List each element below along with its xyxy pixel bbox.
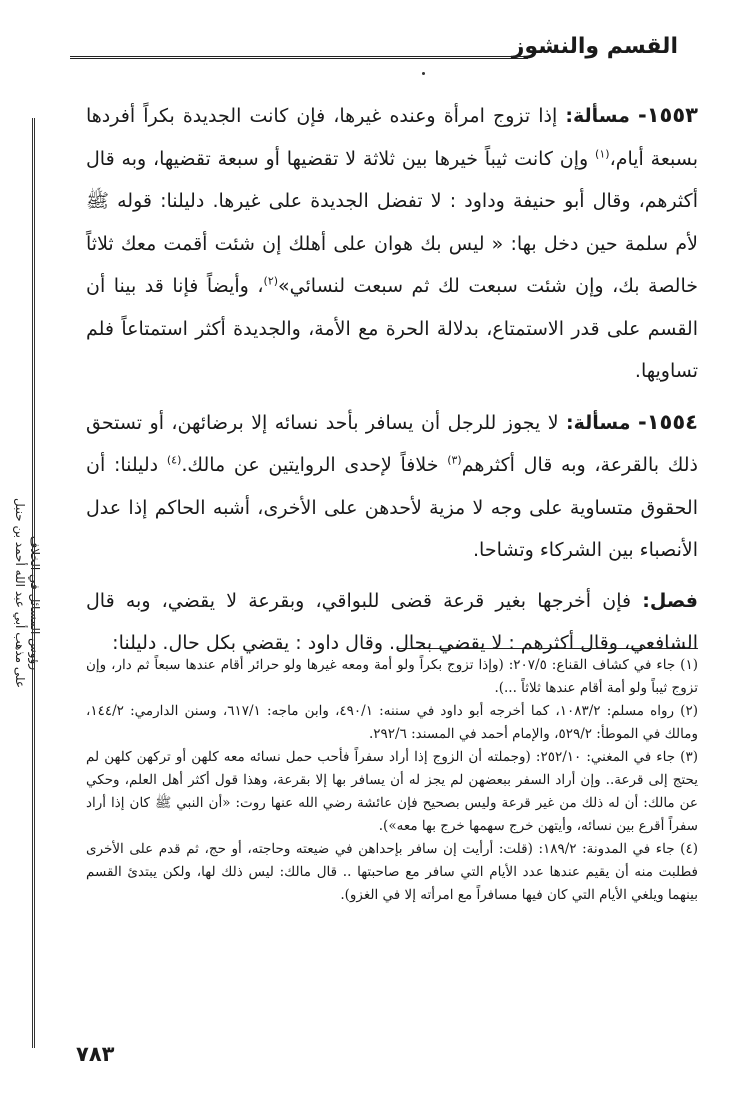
masala-text: وإن كانت ثيباً خيرها بين ثلاثة لا تقضيها أو سبعة تقضيها، وبه قال أكثرهم، وقال أبو حنيفة وداود : لا تفضل الجديدة على غيرها. دليلنا: قوله ﷺ لأم سلمة حين دخل بها: « ليس بك هوان على أهلك إن شئت أقمت معك ثلاثاً خالصة بك، وإن شئت سبعت لك ثم سبعت لنسائي» (86, 147, 698, 297)
running-header (70, 30, 678, 66)
masala-text: دليلنا: أن الحقوق متساوية على وجه لا مزية لأحدهن على الأخرى، أشبه الحاكم إذا عدل الأنصباء بين الشركاء وتشاحا. (86, 454, 698, 561)
footnote-3: (٣) جاء في المغني: ٢٥٢/١٠: (وجملته أن الزوج إذا أراد سفراً فأحب حمل نسائه معه كلهن أو تركهن كلهن لم يحتج إلى قرعة.. وإن أراد السفر ببعضهن لم يجز له أن يسافر بها إلا بقرعة، وهذا قول أكثر أهل العلم، وحكي عن مالك: أن له ذلك من غير قرعة وليس بصحيح فإن عائشة رضي الله عنها روت: «أن النبي ﷺ كان إذا أراد سفراً أقرع بين نسائه، وأيتهن خرج سهمها خرج بها معه»). (86, 749, 698, 834)
masala-1554 (86, 401, 698, 572)
header-rule (70, 56, 528, 59)
masala-number: ١٥٥٣- (637, 103, 698, 127)
side-rule (32, 118, 35, 1048)
footnote-ref-2[interactable]: (٢) (263, 274, 279, 288)
main-text (86, 94, 698, 669)
masala-number: ١٥٥٤- (638, 409, 698, 434)
masala-text: لا يجوز للرجل أن يسافر بأحد نسائه إلا برضائهن، أو تستحق ذلك بالقرعة، وبه قال أكثرهم (86, 411, 698, 476)
footnote-ref-4[interactable]: (٤) (166, 453, 182, 467)
footnote-ref-3[interactable]: (٣) (447, 453, 462, 467)
ink-dot (422, 72, 425, 75)
masala-text: خلافاً لإحدى الروايتين عن مالك. (181, 454, 439, 476)
masala-label: مسألة: (566, 411, 631, 434)
footnote-rule (398, 648, 698, 649)
masala-text: إذا تزوج امرأة وعنده غيرها، فإن كانت الجديدة بكراً أفردها بسبعة أيام، (86, 105, 698, 170)
side-title (6, 497, 42, 688)
side-title-line2: على مذهب أبي عبد الله أحمد بن حنبل (13, 497, 27, 688)
masala-1553 (86, 94, 698, 393)
fasl-text: فإن أخرجها بغير قرعة قضى للبواقي، وبقرعة لا يقضي، وبه قال الشافعي، وقال أكثرهم : لا يقضي بحال. وقال داود : يقضي بكل حال. دليلنا: (86, 589, 698, 654)
masala-text: ، وأيضاً فإنا قد بينا أن القسم على قدر الاستمتاع، بدلالة الحرة مع الأمة، والجديدة أكثر استمتاعاً فلم تساويها. (86, 275, 698, 382)
footnote-1: (١) جاء في كشاف القناع: ٢٠٧/٥: (وإذا تزوج بكراً ولو أمة ومعه غيرها ولو حرائر أقام عندها سبعاً ثم دار، وإن تزوج ثيباً ولو أمة أقام عندها ثلاثاً ...). (86, 657, 698, 696)
footnote-2: (٢) رواه مسلم: ١٠٨٣/٢، كما أخرجه أبو داود في سننه: ٤٩٠/١، وابن ماجه: ٦١٧/١، وسنن الدارمي: ١٤٤/٢، ومالك في الموطأ: ٥٢٩/٢، والإمام أحمد في المسند: ٢٩٢/٦. (86, 703, 698, 742)
side-title-line1: رؤوس المسائل في الخلاف (28, 535, 42, 671)
footnote-4: (٤) جاء في المدونة: ١٨٩/٢: (قلت: أرأيت إن سافر بإحداهن في ضيعته وحاجته، أو حج، ثم قدم على الأخرى فطلبت منه أن يقيم عندها عدد الأيام التي سافر مع صاحبتها .. قال مالك: ليس ذلك لها، ولكن يبتدئ القسم بينهما ويلغي الأيام التي كان فيها مسافراً مع امرأته إلا في الغزو). (86, 841, 698, 903)
page-number: ٧٨٣ (76, 1042, 115, 1066)
footnote-ref-1[interactable]: (١) (595, 147, 610, 161)
fasl-paragraph (86, 580, 698, 665)
chapter-title: القسم والنشوز (511, 34, 678, 59)
footnotes (86, 654, 698, 907)
fasl-label: فصل: (642, 589, 698, 612)
masala-label: مسألة: (565, 105, 630, 127)
